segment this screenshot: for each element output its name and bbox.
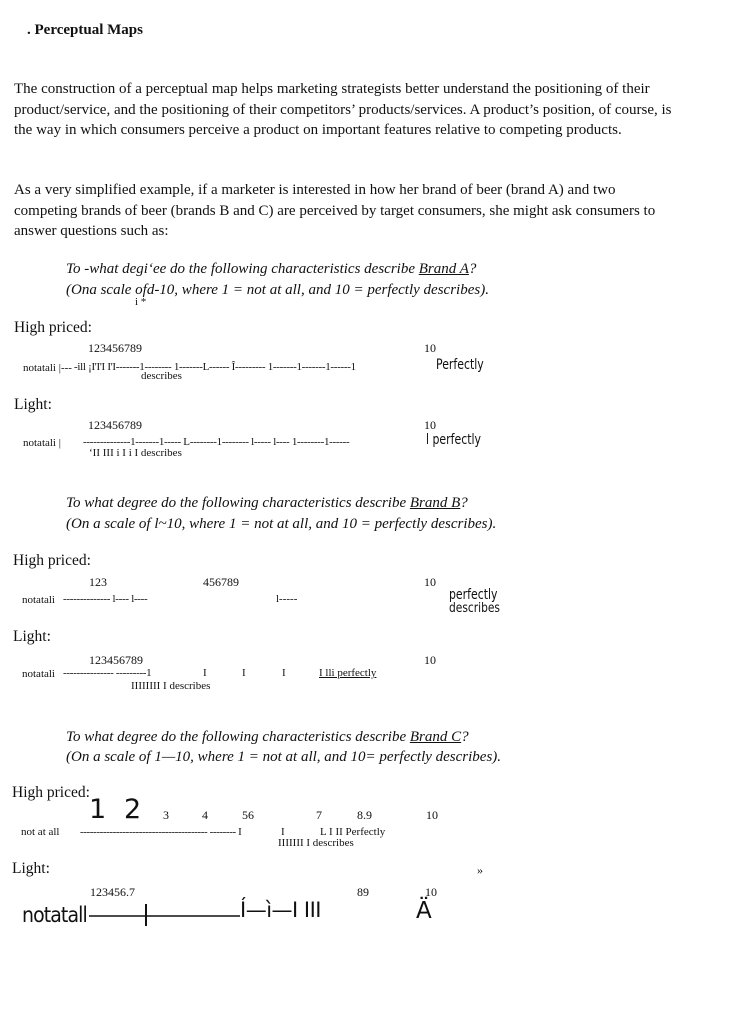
brand-b-light-scale-line: --------------- ---------1 — [63, 667, 152, 679]
brand-b-scale-instruction: (On a scale of l~10, where 1 = not at all, and 10 = perfectly describes). — [66, 516, 497, 532]
brand-b-high-scale-numbers-low: 123 — [89, 575, 107, 589]
brand-a-light-right-anchor: l perfectly — [426, 432, 481, 448]
brand-b-light-scale-numbers: 123456789 — [89, 653, 143, 667]
brand-c-light-stray-mark: » — [477, 863, 483, 877]
brand-c-question-mark: ? — [461, 729, 469, 745]
brand-b-light-mark-1: I — [203, 667, 207, 679]
brand-c-light-marks: Í—ì—I III — [240, 898, 321, 922]
brand-a-scale-instruction: (Ona scale ofd-10, where 1 = not at all, and 10 = perfectly describes). — [66, 282, 489, 298]
brand-b-high-left-anchor: notatali — [22, 594, 55, 606]
brand-c-high-scale-line: --------------------------------------- -------- I — [80, 826, 242, 838]
brand-c-question-text: To what degree do the following characteristics describe — [66, 729, 410, 745]
scan-artifact: i * — [135, 296, 147, 308]
brand-c-high-priced-label: High priced: — [12, 784, 90, 801]
brand-b-high-right-anchor: perfectly — [449, 587, 498, 603]
brand-a-light-right-anchor-cont: ‘II III i I i I describes — [89, 447, 182, 459]
brand-c-light-label: Light: — [12, 860, 50, 877]
brand-b-light-left-anchor: notatali — [22, 668, 55, 680]
brand-a-question-text: To -what degi‘ee do the following characteristics describe — [66, 261, 419, 277]
brand-b-light-scale-ten: 10 — [424, 653, 436, 667]
brand-c-light-right-anchor: Ä — [416, 898, 432, 924]
brand-a-high-priced-label: High priced: — [14, 319, 92, 336]
brand-b-light-right-anchor: I lli perfectly — [319, 667, 377, 679]
brand-a-high-scale-ten: 10 — [424, 341, 436, 355]
brand-b-light-mark-3: I — [282, 667, 286, 679]
brand-c-high-num-2: 2 — [124, 794, 142, 825]
brand-c-high-mark: I — [281, 826, 285, 838]
brand-b-high-scale-ten: 10 — [424, 575, 436, 589]
brand-c-name: Brand C — [409, 729, 462, 745]
brand-b-name: Brand B — [409, 495, 461, 511]
brand-b-question-text: To what degree do the following characteristics describe — [66, 495, 410, 511]
brand-a-light-scale-numbers: 123456789 — [88, 418, 142, 432]
brand-a-light-left-anchor: notatali | — [23, 437, 61, 449]
brand-b-high-scale-line-cont: l----- — [276, 593, 298, 605]
brand-c-high-num-56: 56 — [242, 808, 254, 822]
intro-paragraph-1: The construction of a perceptual map helps marketing strategists better understand the positioning of their product/service, and the positioning of their competitors’ products/services. A product’s position, of course, is the way in which consumers perceive a product on important features relative to competing products. — [14, 81, 672, 138]
brand-b-light-label: Light: — [13, 628, 51, 645]
brand-b-high-priced-label: High priced: — [13, 552, 91, 569]
brand-c-high-right-anchor: L I II Perfectly — [320, 826, 386, 838]
brand-c-light-left-anchor: notatall — [22, 903, 87, 927]
brand-c-high-num-7: 7 — [316, 808, 322, 822]
brand-c-light-num-89: 89 — [357, 885, 369, 899]
brand-b-high-scale-numbers-high: 456789 — [203, 575, 239, 589]
brand-a-name: Brand A — [418, 261, 469, 277]
brand-b-light-right-anchor-cont: IIIIIIII I describes — [131, 680, 211, 692]
brand-b-high-right-anchor-cont: describes — [449, 601, 500, 616]
brand-a-high-scale-line: -ill ¡I'I'I I'I-------1-------- 1-------L------ Î--------- 1-------1-------1------1 — [74, 361, 356, 373]
brand-a-high-scale-numbers: 123456789 — [88, 341, 142, 355]
intro-paragraph-2: As a very simplified example, if a marketer is interested in how her brand of beer (brand A) and two competing brands of beer (brands B and C) are perceived by target consumers, she might ask consumers to answer questions such as: — [14, 182, 656, 239]
brand-c-high-num-4: 4 — [202, 808, 208, 822]
brand-a-high-right-anchor: Perfectly — [436, 357, 484, 373]
brand-c-high-num-3: 3 — [163, 808, 169, 822]
brand-c-light-scale-numbers: 123456.7 — [90, 885, 135, 899]
brand-a-question-mark: ? — [468, 261, 477, 277]
brand-c-high-right-anchor-cont: IIIIIII I describes — [278, 837, 354, 849]
brand-c-light-scale-ten: 10 — [425, 885, 437, 899]
section-title: . Perceptual Maps — [27, 22, 143, 38]
brand-b-high-scale-line: -------------- l---- l---- — [63, 593, 148, 605]
brand-c-high-scale-ten: 10 — [426, 808, 438, 822]
brand-a-high-right-anchor-cont: describes — [141, 370, 182, 382]
brand-a-light-label: Light: — [14, 396, 52, 413]
brand-a-light-scale-line: --------------1-------1----- L--------1-------- l----- l---- 1--------1------ — [83, 436, 350, 448]
brand-c-high-num-1: 1 — [89, 794, 107, 825]
brand-b-light-mark-2: I — [242, 667, 246, 679]
brand-a-high-left-anchor: notatali |--- — [23, 362, 72, 374]
brand-c-scale-instruction: (On a scale of 1—10, where 1 = not at all, and 10= perfectly describes). — [66, 749, 502, 765]
brand-b-question-mark: ? — [460, 495, 468, 511]
brand-c-high-left-anchor: not at all — [21, 826, 60, 838]
brand-a-light-scale-ten: 10 — [424, 418, 436, 432]
brand-c-high-num-89: 8.9 — [357, 808, 372, 822]
